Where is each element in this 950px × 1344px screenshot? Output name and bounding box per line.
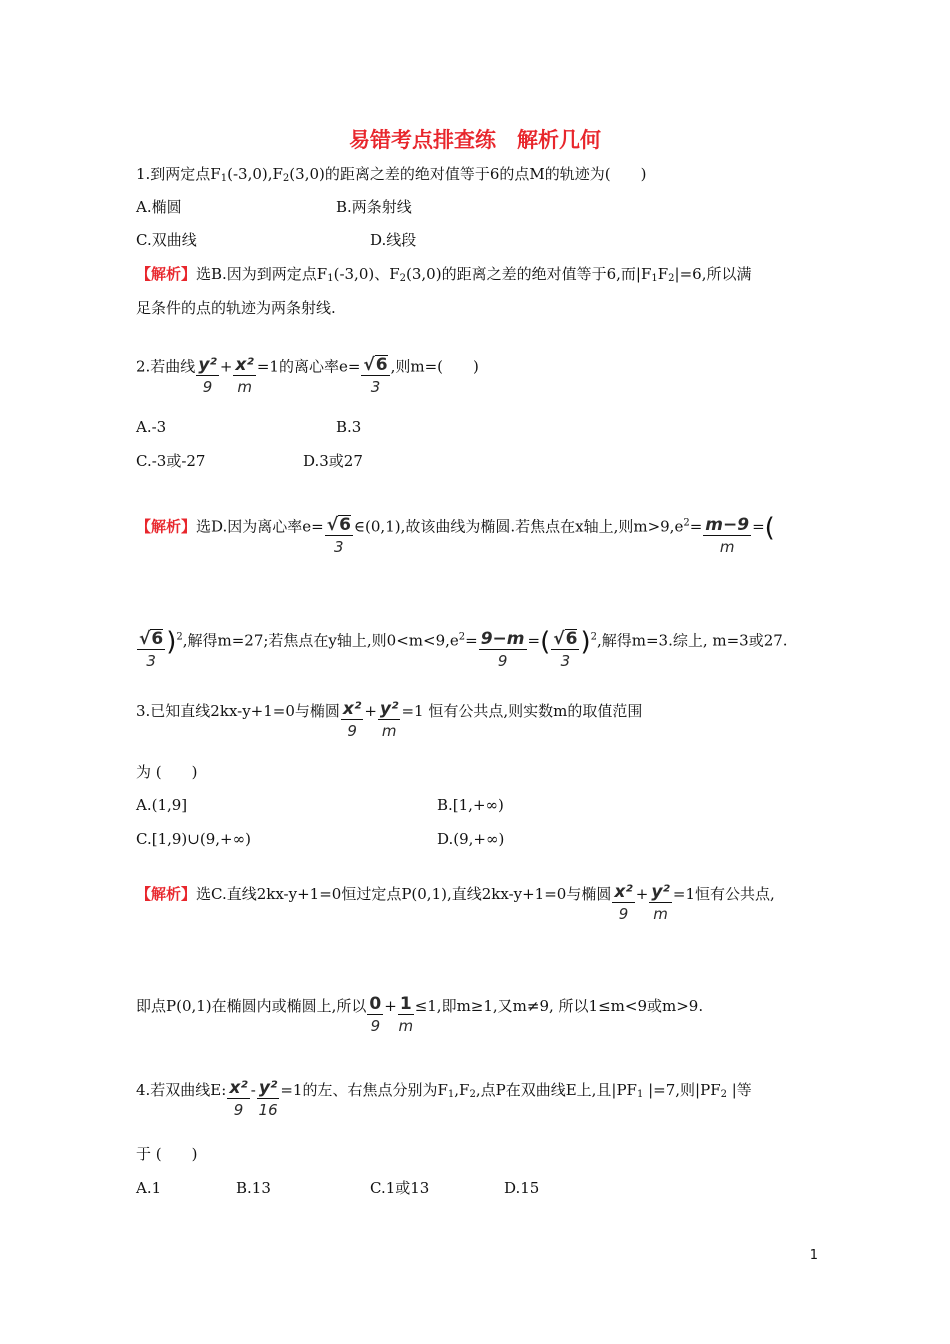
fraction-x2-over-9: $\frac{\text{x²}}{9}$ [342, 699, 362, 740]
q4-option-d: D.15 [504, 1179, 540, 1197]
q2-option-d: D.3或27 [303, 452, 363, 470]
fraction-sqrt6-over-3: $\frac{√6}{3}$ [363, 355, 388, 396]
q2-option-c: C.-3或-27 [136, 452, 206, 470]
fraction-m-minus-9-over-m: $\frac{m-9}{m}$ [705, 514, 750, 556]
analysis-tag: 【解析】 [136, 885, 197, 903]
page-number: 1 [809, 1248, 818, 1263]
q2-option-b: B.3 [336, 418, 362, 436]
q4-option-a: A.1 [136, 1179, 162, 1197]
fraction-sqrt6-over-3: $\frac{√6}{3}$ [139, 629, 164, 670]
q1-analysis: 【解析】选B.因为到两定点$F_1(-3,0)$、$F_2(3,0)$的距离之差的绝对值等于6,而$|F_1F_2|=6$,所以满 [136, 265, 752, 284]
q1-option-c: C.双曲线 [136, 231, 197, 249]
q3-analysis: 【解析】选C.直线2kx-y+1=0恒过定点P(0,1),直线2kx-y+1=0与椭圆 $\frac{\text{x²}}{9}$ + $\frac{\text{y²}}{m}$ =1恒有公共点, [136, 882, 775, 923]
q3-stem-line2: 为 ( ) [136, 763, 198, 781]
q3-option-c: C.[1,9)∪(9,+∞) [136, 830, 251, 848]
q3-option-b: B.[1,+∞) [437, 796, 504, 814]
q4-stem-line2: 于 ( ) [136, 1145, 198, 1163]
page-title: 易错考点排查练 解析几何 [349, 128, 601, 152]
q3-option-a: A.(1,9] [136, 796, 188, 814]
q1-analysis-line2: 足条件的点的轨迹为两条射线. [136, 299, 336, 317]
fraction-1-over-m: $\frac{1}{m}$ [398, 994, 414, 1035]
fraction-x2-over-9: $\frac{\text{x²}}{9}$ [614, 882, 633, 923]
q1-option-a: A.椭圆 [136, 198, 182, 216]
q1-option-d: D.线段 [370, 231, 417, 249]
q2-analysis-line2: $\frac{√6}{3}$ )$^2$,解得m=27;若焦点在y轴上,则$0<m<9,e^2=$ $\frac{9-m}{9}$ =( $\frac{√6}{3}$ )$^2$,解得m=3.综上, m=3或27. [139, 626, 788, 670]
q1-stem: 1.到两定点$F_1(-3,0),F_2(3,0)$的距离之差的绝对值等于6的点M的轨迹为( ) [136, 165, 647, 184]
fraction-sqrt6-over-3: $\frac{√6}{3}$ [326, 515, 351, 556]
fraction-sqrt6-over-3: $\frac{√6}{3}$ [553, 629, 578, 670]
fraction-y2-over-m: $\frac{\text{y²}}{m}$ [379, 699, 399, 740]
q3-stem: 3.已知直线2kx-y+1=0与椭圆 $\frac{\text{x²}}{9}$ + $\frac{\text{y²}}{m}$ =1 恒有公共点,则实数m的取值范围 [136, 699, 643, 740]
analysis-tag: 【解析】 [136, 517, 197, 536]
fraction-x2-over-9: $\frac{\text{x²}}{9}$ [229, 1078, 248, 1119]
fraction-y2-over-16: $\frac{\text{y²}}{16}$ [258, 1078, 278, 1119]
q4-stem: 4.若双曲线E: $\frac{\text{x²}}{9}$ - $\frac{\text{y²}}{16}$ =1的左、右焦点分别为$F_1,F_2$,点P在双曲线E上,且$|PF_1$ |=7,则$|PF_2$ |等 [136, 1078, 752, 1119]
q3-option-d: D.(9,+∞) [437, 830, 505, 848]
q2-option-a: A.-3 [136, 418, 167, 436]
q4-option-c: C.1或13 [370, 1179, 430, 1197]
analysis-tag: 【解析】 [136, 265, 197, 283]
q2-analysis: 【解析】选D.因为离心率e= $\frac{√6}{3}$ ∈(0,1),故该曲线为椭圆.若焦点在x轴上,则$m>9,e^2=$ $\frac{m-9}{m}$ =( [136, 512, 775, 556]
q2-stem: 2.若曲线 $\frac{\text{y²}}{9}$ + $\frac{\text{x²}}{m}$ =1的离心率e= $\frac{√6}{3}$ ,则m=( ) [136, 354, 479, 396]
fraction-x2-over-m: $\frac{\text{x²}}{m}$ [235, 354, 254, 396]
q3-analysis-line2: 即点P(0,1)在椭圆内或椭圆上,所以 $\frac{0}{9}$ + $\frac{1}{m}$ ≤1,即m≥1,又m≠9, 所以1≤m<9或m>9. [136, 994, 704, 1035]
fraction-0-over-9: $\frac{0}{9}$ [369, 994, 382, 1035]
q1-option-b: B.两条射线 [336, 198, 412, 216]
fraction-y2-over-m: $\frac{\text{y²}}{m}$ [651, 882, 670, 923]
fraction-y2-over-9: $\frac{\text{y²}}{9}$ [198, 354, 217, 396]
q4-option-b: B.13 [236, 1179, 271, 1197]
fraction-9-minus-m-over-9: $\frac{9-m}{9}$ [480, 628, 525, 670]
